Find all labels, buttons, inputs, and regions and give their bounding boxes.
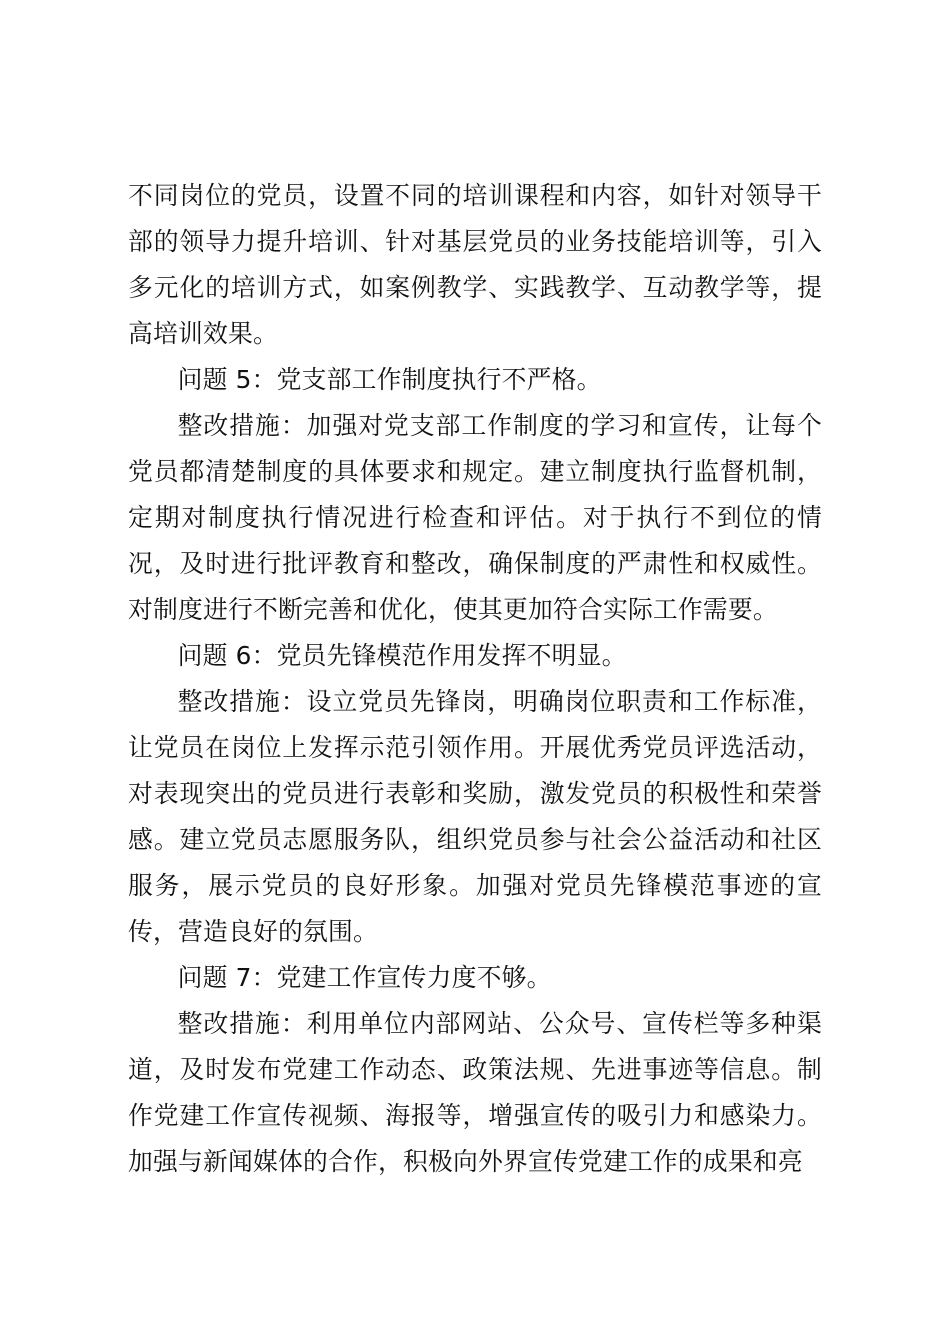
document-body <box>128 173 822 1185</box>
heading-problem-5: 问题 5：党支部工作制度执行不严格。 <box>177 365 602 394</box>
heading-problem-7: 问题 7：党建工作宣传力度不够。 <box>177 963 552 992</box>
paragraph-measures-5: 整改措施：加强对党支部工作制度的学习和宣传，让每个党员都清楚制度的具体要求和规定。建立制度执行监督机制，定期对制度执行情况进行检查和评估。对于执行不到位的情况，及时进行批评教育和整改，确保制度的严肃性和权威性。对制度进行不断完善和优化，使其更加符合实际工作需要。 <box>128 411 822 624</box>
paragraph-measures-6: 整改措施：设立党员先锋岗，明确岗位职责和工作标准，让党员在岗位上发挥示范引领作用。开展优秀党员评选活动，对表现突出的党员进行表彰和奖励，激发党员的积极性和荣誉感。建立党员志愿服务队，组织党员参与社会公益活动和社区服务，展示党员的良好形象。加强对党员先锋模范事迹的宣传，营造良好的氛围。 <box>128 687 822 946</box>
heading-problem-6: 问题 6：党员先锋模范作用发挥不明显。 <box>177 641 627 670</box>
paragraph-training-continued: 不同岗位的党员，设置不同的培训课程和内容，如针对领导干部的领导力提升培训、针对基层党员的业务技能培训等，引入多元化的培训方式，如案例教学、实践教学、互动教学等，提高培训效果。 <box>128 181 822 348</box>
paragraph-measures-7: 整改措施：利用单位内部网站、公众号、宣传栏等多种渠道，及时发布党建工作动态、政策法规、先进事迹等信息。制作党建工作宣传视频、海报等，增强宣传的吸引力和感染力。加强与新闻媒体的合作，积极向外界宣传党建工作的成果和亮 <box>128 1009 822 1176</box>
